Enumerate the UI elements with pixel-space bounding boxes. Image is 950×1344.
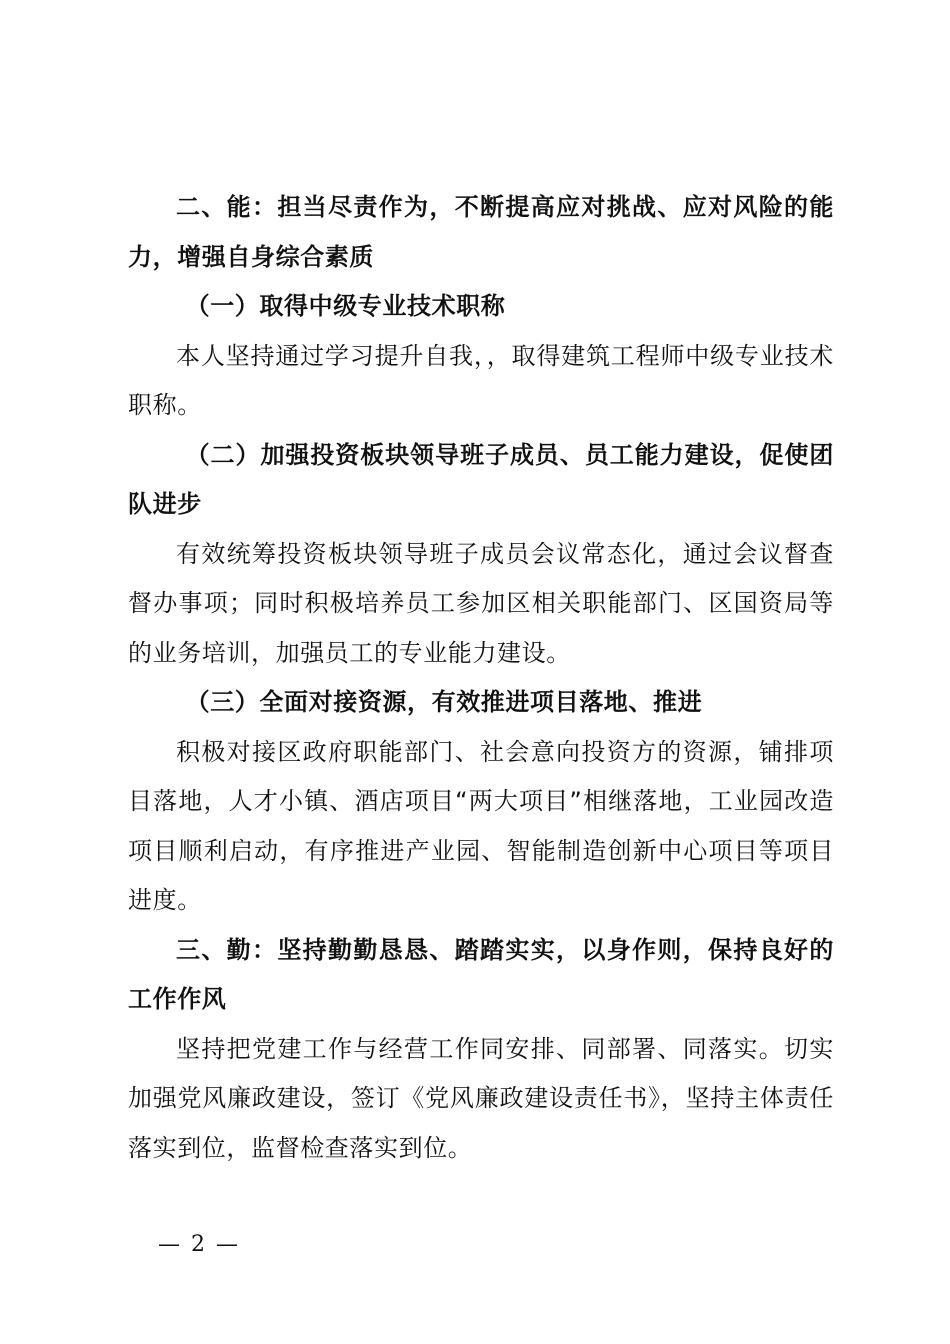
- document-body: [128, 183, 834, 1173]
- subheading-resources: （三）全面对接资源，有效推进项目落地、推进: [185, 688, 703, 716]
- subheading-title-qualification: （一）取得中级专业技术职称: [185, 292, 506, 320]
- paragraph-party-building: 坚持把党建工作与经营工作同安排、同部署、同落实。切实加强党风廉政建设，签订《党风廉政建设责任书》，坚持主体责任落实到位，监督检查落实到位。: [128, 1034, 834, 1162]
- paragraph-qualification: 本人坚持通过学习提升自我，，取得建筑工程师中级专业技术职称。: [128, 341, 834, 419]
- section-heading-qin: 三、勤：坚持勤勤恳恳、踏踏实实，以身作则，保持良好的工作作风: [128, 935, 834, 1013]
- page-number: — 2 —: [158, 1232, 240, 1257]
- section-heading-neng: 二、能：担当尽责作为，不断提高应对挑战、应对风险的能力，增强自身综合素质: [128, 193, 834, 271]
- paragraph-team-building: 有效统筹投资板块领导班子成员会议常态化，通过会议督查督办事项；同时积极培养员工参加区相关职能部门、区国资局等的业务培训，加强员工的专业能力建设。: [128, 539, 834, 667]
- paragraph-resources: 积极对接区政府职能部门、社会意向投资方的资源，铺排项目落地，人才小镇、酒店项目“两大项目”相继落地，工业园改造项目顺利启动，有序推进产业园、智能制造创新中心项目等项目进度。: [128, 737, 834, 914]
- subheading-team-building: （二）加强投资板块领导班子成员、员工能力建设，促使团队进步: [128, 440, 834, 518]
